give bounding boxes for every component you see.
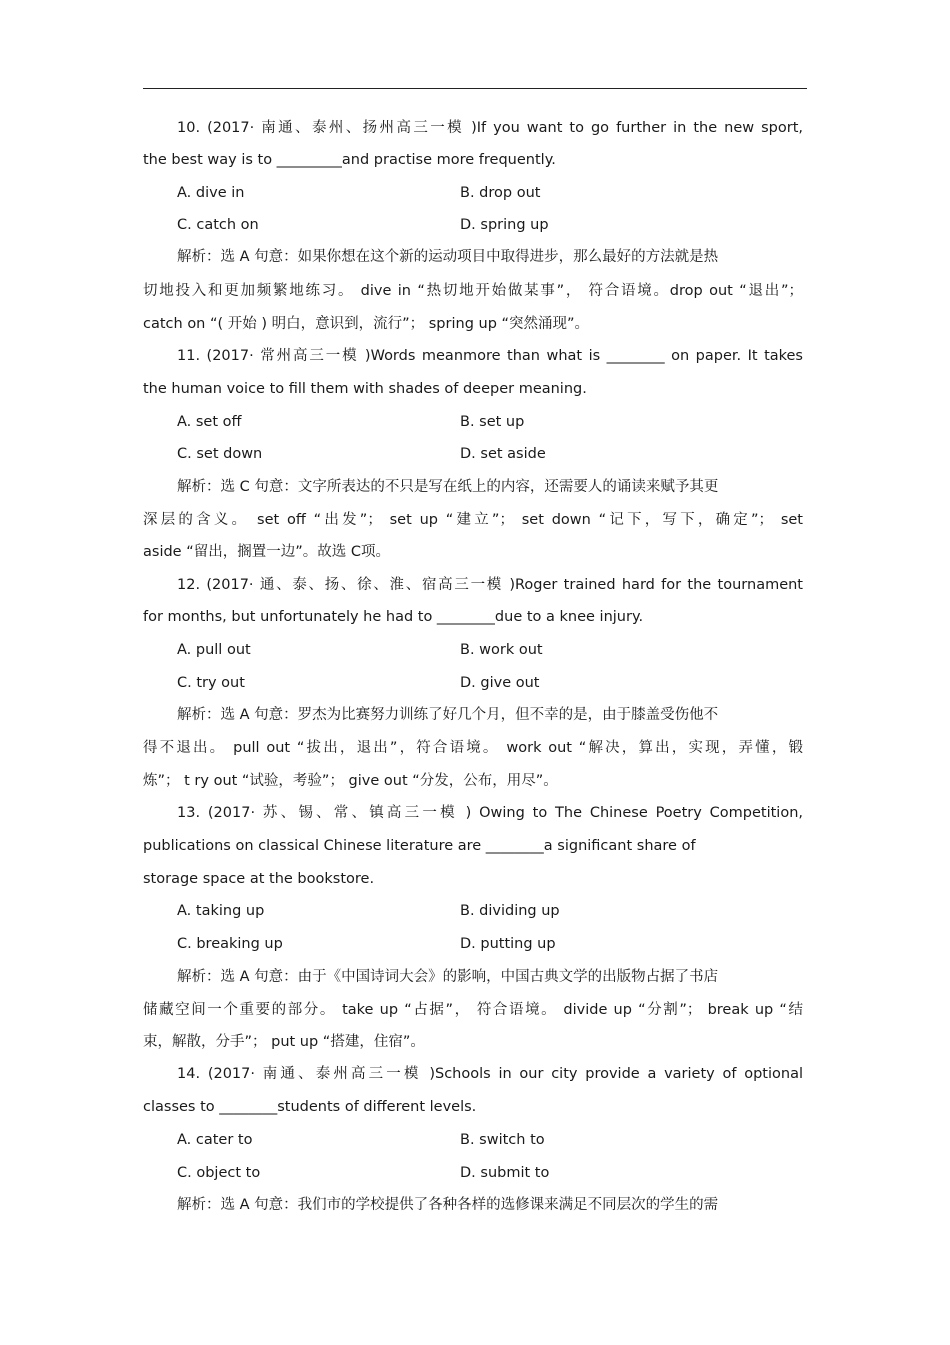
- q11-analysis-line-1: 解析：选 C 句意：文字所表达的不只是写在纸上的内容，还需要人的诵读来赋予其更: [177, 479, 719, 495]
- q11-option-a: A. set off: [177, 414, 242, 430]
- q11-option-b: B. set up: [460, 414, 525, 430]
- q11-analysis-line-2: 深层的含义。 set off “出发”； set up “建立”； set down “记下，写下，确定”； set: [143, 512, 803, 528]
- q14-stem-line-2: classes to ________students of different levels.: [143, 1099, 477, 1115]
- q12-analysis-line-1: 解析：选 A 句意：罗杰为比赛努力训练了好几个月，但不幸的是，由于膝盖受伤他不: [177, 707, 719, 723]
- q11-option-d: D. set aside: [460, 446, 546, 462]
- header-rule: [143, 88, 807, 89]
- q14-analysis-line-1: 解析：选 A 句意：我们市的学校提供了各种各样的选修课来满足不同层次的学生的需: [177, 1197, 719, 1213]
- q12-analysis-line-3: 炼”； t ry out “试验，考验”； give out “分发，公布，用尽”。: [143, 773, 558, 789]
- q13-option-b: B. dividing up: [460, 903, 560, 919]
- q14-option-c: C. object to: [177, 1165, 261, 1181]
- q10-stem-line-1: 10. (2017· 南通、泰州、扬州高三一模 )If you want to go further in the new sport,: [177, 120, 803, 136]
- q10-option-c: C. catch on: [177, 217, 259, 233]
- q14-stem-line-1: 14. (2017· 南通、泰州高三一模 )Schools in our city provide a variety of optional: [177, 1066, 803, 1082]
- q10-option-d: D. spring up: [460, 217, 549, 233]
- q11-stem-line-2: the human voice to fill them with shades of deeper meaning.: [143, 381, 587, 397]
- q13-analysis-line-3: 束，解散，分手”； put up “搭建，住宿”。: [143, 1034, 425, 1050]
- q13-option-c: C. breaking up: [177, 936, 283, 952]
- q12-analysis-line-2: 得不退出。 pull out “拔出，退出”，符合语境。 work out “解决，算出，实现，弄懂，锻: [143, 740, 803, 756]
- q14-option-b: B. switch to: [460, 1132, 545, 1148]
- q13-analysis-line-1: 解析：选 A 句意：由于《中国诗词大会》的影响，中国古典文学的出版物占据了书店: [177, 969, 719, 985]
- q12-stem-line-1: 12. (2017· 通、泰、扬、徐、淮、宿高三一模 )Roger trained hard for the tournament: [177, 577, 803, 593]
- q11-option-c: C. set down: [177, 446, 263, 462]
- q10-option-b: B. drop out: [460, 185, 541, 201]
- q10-option-a: A. dive in: [177, 185, 245, 201]
- q10-analysis-line-3: catch on “( 开始 ) 明白，意识到，流行”； spring up “突然涌现”。: [143, 316, 590, 332]
- q14-option-a: A. cater to: [177, 1132, 253, 1148]
- q14-option-d: D. submit to: [460, 1165, 550, 1181]
- q11-analysis-line-3: aside “留出，搁置一边”。故选 C项。: [143, 544, 390, 560]
- q11-stem-line-1: 11. (2017· 常州高三一模 )Words meanmore than what is ________ on paper. It takes: [177, 348, 803, 364]
- q10-analysis-line-2: 切地投入和更加频繁地练习。 dive in “热切地开始做某事”， 符合语境。drop out “退出”；: [143, 283, 803, 299]
- q13-option-a: A. taking up: [177, 903, 265, 919]
- q13-stem-line-3: storage space at the bookstore.: [143, 871, 375, 887]
- q13-stem-line-1: 13. (2017· 苏、锡、常、镇高三一模 ) Owing to The Chinese Poetry Competition,: [177, 805, 803, 821]
- q12-option-d: D. give out: [460, 675, 540, 691]
- q13-stem-line-2: publications on classical Chinese literature are ________a significant share of: [143, 838, 696, 854]
- q12-option-b: B. work out: [460, 642, 543, 658]
- q10-stem-line-2: the best way is to _________and practise more frequently.: [143, 152, 556, 168]
- q12-option-c: C. try out: [177, 675, 245, 691]
- q13-analysis-line-2: 储藏空间一个重要的部分。 take up “占据”， 符合语境。 divide up “分割”； break up “结: [143, 1002, 803, 1018]
- q12-option-a: A. pull out: [177, 642, 251, 658]
- q12-stem-line-2: for months, but unfortunately he had to ________due to a knee injury.: [143, 609, 644, 625]
- q10-analysis-line-1: 解析：选 A 句意：如果你想在这个新的运动项目中取得进步，那么最好的方法就是热: [177, 249, 719, 265]
- q13-option-d: D. putting up: [460, 936, 556, 952]
